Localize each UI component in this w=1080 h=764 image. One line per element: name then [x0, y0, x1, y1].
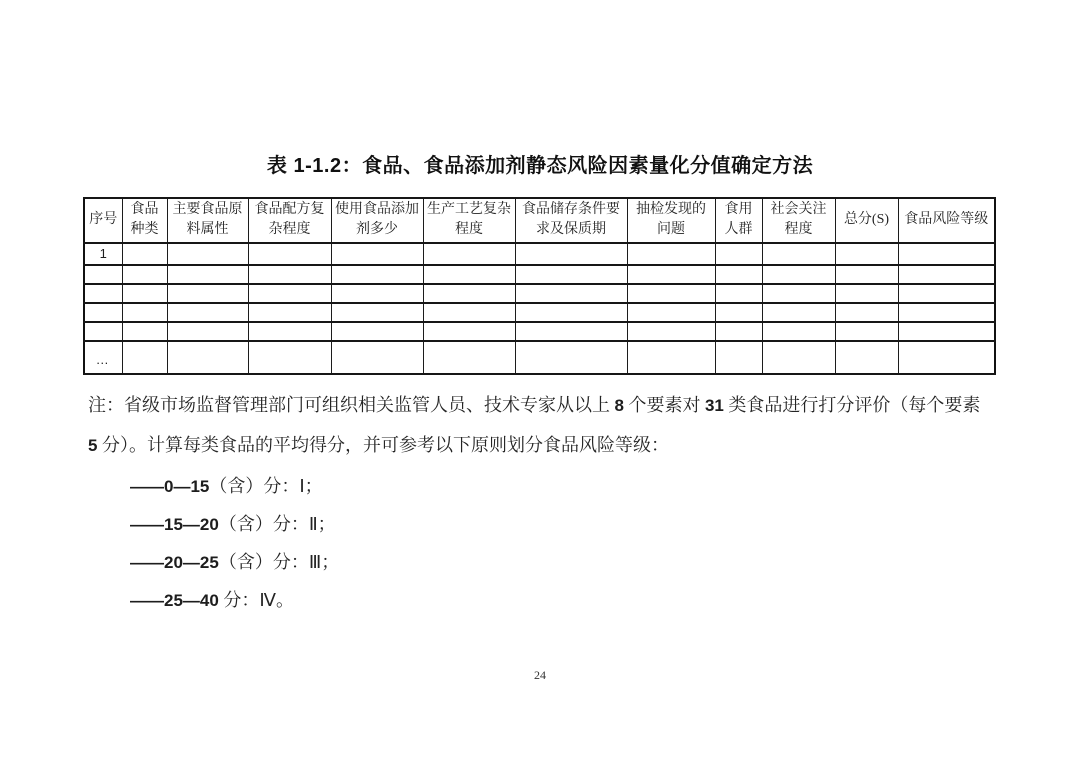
table-cell	[715, 322, 762, 341]
table-cell	[515, 322, 627, 341]
table-cell	[248, 322, 331, 341]
table-cell	[248, 341, 331, 374]
table-cell	[167, 265, 248, 284]
page-number: 24	[534, 668, 546, 682]
table-cell	[167, 303, 248, 322]
note-text: 分）。计算每类食品的平均得分，并可参考以下原则划分食品风险等级：	[97, 435, 669, 455]
table-cell	[898, 341, 995, 374]
table-cell	[84, 303, 122, 322]
table-header-row	[84, 198, 995, 243]
table-cell	[835, 265, 898, 284]
table-header-cell: 食品配方复杂程度	[248, 198, 331, 243]
rule-dash: ——	[130, 591, 164, 610]
table-cell	[762, 341, 835, 374]
risk-grade-rule-2	[130, 512, 730, 537]
table-cell	[898, 303, 995, 322]
table-row	[84, 341, 995, 374]
table-header-cell: 食品风险等级	[898, 198, 995, 243]
table-cell	[715, 341, 762, 374]
table-cell	[423, 243, 515, 266]
table-cell	[331, 284, 423, 303]
table-cell	[898, 284, 995, 303]
table-cell	[331, 243, 423, 266]
risk-factor-table	[83, 197, 994, 375]
table-header-cell: 主要食品原料属性	[167, 198, 248, 243]
table-cell	[423, 265, 515, 284]
table-cell	[627, 303, 715, 322]
table-cell	[835, 322, 898, 341]
table-cell	[331, 303, 423, 322]
table-cell	[835, 303, 898, 322]
table-cell	[627, 265, 715, 284]
table-cell	[627, 341, 715, 374]
table-cell: 1	[84, 243, 122, 266]
table-cell	[835, 284, 898, 303]
note-text: 注：省级市场监督管理部门可组织相关监管人员、技术专家从以上	[88, 395, 615, 415]
table-cell	[167, 341, 248, 374]
note-paragraph-line-1	[88, 393, 998, 418]
table-cell	[248, 284, 331, 303]
table-cell	[331, 265, 423, 284]
table-cell	[331, 341, 423, 374]
table-cell	[122, 322, 167, 341]
table-cell	[898, 265, 995, 284]
table-cell	[898, 243, 995, 266]
table-cell	[515, 284, 627, 303]
table-cell	[762, 265, 835, 284]
table-row	[84, 303, 995, 322]
table-cell	[248, 243, 331, 266]
table-cell	[167, 243, 248, 266]
table-cell	[835, 243, 898, 266]
document-title: 表 1-1.2：食品、食品添加剂静态风险因素量化分值确定方法	[266, 155, 814, 177]
table-cell	[715, 303, 762, 322]
table-cell	[122, 303, 167, 322]
risk-grade-rule-4	[130, 588, 730, 613]
table-header-cell: 食用人群	[715, 198, 762, 243]
table-cell	[515, 243, 627, 266]
table-cell	[715, 265, 762, 284]
rule-dash: ——	[130, 515, 164, 534]
table-cell	[515, 265, 627, 284]
table-cell	[762, 243, 835, 266]
table-cell	[515, 341, 627, 374]
rule-range: 15—20	[164, 515, 219, 534]
table-header-cell: 序号	[84, 198, 122, 243]
table-cell	[515, 303, 627, 322]
note-text: 个要素对	[623, 395, 705, 415]
table-header-cell: 总分(S)	[835, 198, 898, 243]
table-cell	[248, 265, 331, 284]
table-cell	[715, 243, 762, 266]
table-cell	[762, 322, 835, 341]
rule-text: （含）分：Ⅲ；	[218, 552, 340, 572]
rule-range: 25—40	[164, 591, 219, 610]
table-header-cell: 食品种类	[122, 198, 167, 243]
table-header-cell: 食品储存条件要求及保质期	[515, 198, 627, 243]
note-number: 5	[88, 436, 98, 455]
rule-dash: ——	[130, 553, 164, 572]
table-cell	[898, 322, 995, 341]
table-cell	[423, 322, 515, 341]
table-cell	[423, 284, 515, 303]
rule-range: 0—15	[164, 477, 210, 496]
risk-grade-rule-1	[130, 474, 730, 499]
table-cell: …	[84, 341, 122, 374]
note-number: 31	[704, 396, 724, 415]
table-cell	[84, 265, 122, 284]
table-cell	[762, 303, 835, 322]
risk-grade-rule-3	[130, 550, 730, 575]
table-header-cell: 生产工艺复杂程度	[423, 198, 515, 243]
rule-dash: ——	[130, 477, 164, 496]
rule-text: 分：Ⅳ。	[218, 590, 294, 610]
table-cell	[167, 284, 248, 303]
note-text: 类食品进行打分评价（每个要素	[723, 395, 981, 415]
table-row	[84, 284, 995, 303]
table-cell	[167, 322, 248, 341]
table-cell	[715, 284, 762, 303]
rule-text: （含）分：Ⅱ；	[218, 514, 336, 534]
table-cell	[627, 243, 715, 266]
table-header-cell: 社会关注程度	[762, 198, 835, 243]
table-cell	[423, 341, 515, 374]
table-cell	[84, 322, 122, 341]
table-cell	[122, 243, 167, 266]
table-cell	[762, 284, 835, 303]
note-number: 8	[614, 396, 624, 415]
table-cell	[122, 284, 167, 303]
table-cell	[331, 322, 423, 341]
rule-range: 20—25	[164, 553, 219, 572]
table-cell	[835, 341, 898, 374]
table-cell	[627, 322, 715, 341]
table-cell	[122, 341, 167, 374]
table-cell	[423, 303, 515, 322]
risk-factor-table-grid	[83, 197, 996, 375]
table-row	[84, 243, 995, 266]
table-cell	[122, 265, 167, 284]
table-row	[84, 322, 995, 341]
note-paragraph-line-2	[88, 433, 998, 458]
table-row	[84, 265, 995, 284]
table-cell	[248, 303, 331, 322]
table-cell	[627, 284, 715, 303]
table-header-cell: 使用食品添加剂多少	[331, 198, 423, 243]
table-header-cell: 抽检发现的问题	[627, 198, 715, 243]
table-cell	[84, 284, 122, 303]
rule-text: （含）分：Ⅰ；	[209, 476, 323, 496]
